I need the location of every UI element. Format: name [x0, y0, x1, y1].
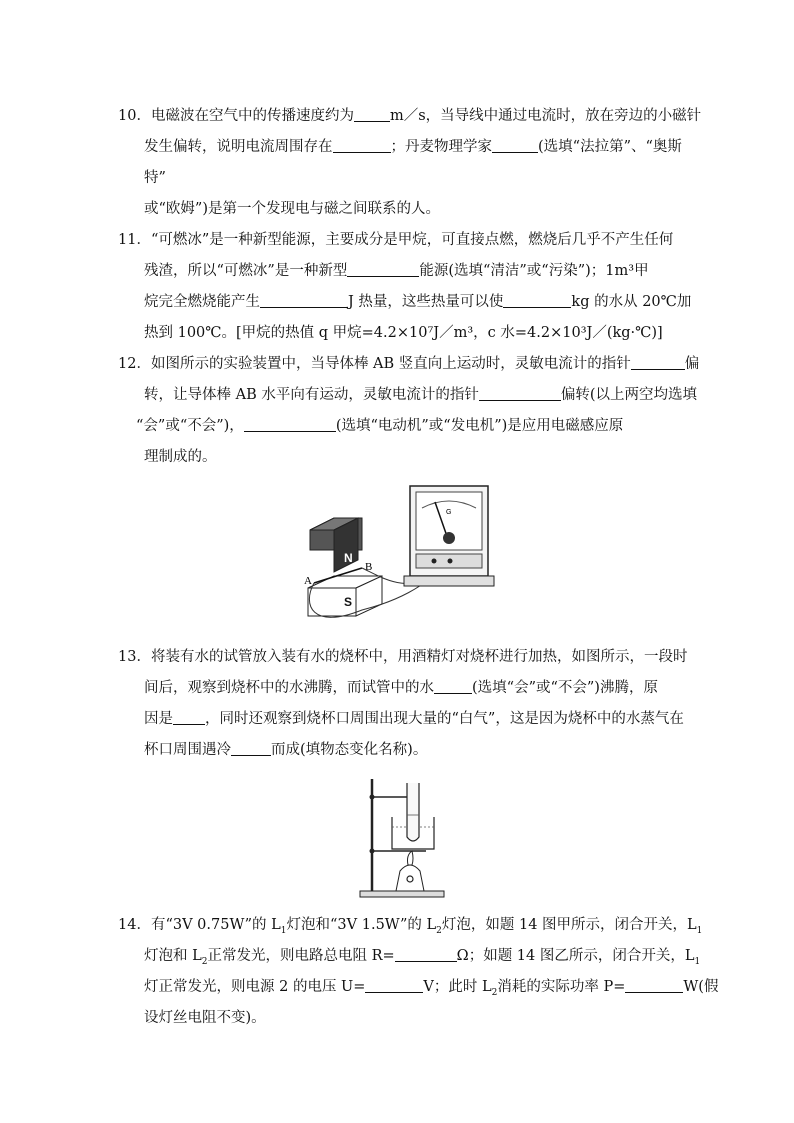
q14-line4: 设灯丝电阻不变)。 [144, 1010, 266, 1026]
svg-text:G: G [446, 509, 452, 516]
svg-text:B: B [365, 561, 373, 573]
q11-line1: 11．“可燃冰”是一种新型能源，主要成分是甲烷，可直接点燃，燃烧后几乎不产生任何 [118, 232, 674, 248]
alcohol-lamp [396, 851, 424, 891]
q11-number: 11． [118, 232, 151, 248]
q12-blank-2 [479, 386, 561, 401]
q10-blank-field [333, 138, 391, 153]
q13-figure-beaker-test-tube [356, 775, 448, 900]
q13-line3: 因是 ，同时还观察到烧杯口周围出现大量的“白气”，这是因为烧杯中的水蒸气在 [144, 711, 684, 727]
q10-line2: 发生偏转，说明电流周围存在 ；丹麦物理学家 (选填“法拉第”、“奥斯 [144, 139, 682, 155]
q13-line2: 间后，观察到烧杯中的水沸腾，而试管中的水 (选填“会”或“不会”)沸腾，原 [144, 680, 658, 696]
q14-number: 14． [118, 917, 151, 933]
q12-figure-electromagnetic-induction [292, 480, 512, 630]
q11-line3: 烷完全燃烧能产生 J 热量，这些热量可以使 kg 的水从 20℃加 [144, 294, 692, 310]
q12-blank-1 [631, 355, 685, 370]
q13-line1: 13．将装有水的试管放入装有水的烧杯中，用酒精灯对烧杯进行加热，如图所示，一段时 [118, 649, 688, 665]
q14-blank-voltage [365, 978, 423, 993]
q10-blank-speed [354, 107, 390, 122]
svg-text:N: N [344, 551, 353, 565]
q11-line2: 残渣，所以“可燃冰”是一种新型 能源(选填“清洁”或“污染”)；1m³甲 [144, 263, 649, 279]
q12-line4: 理制成的。 [144, 449, 217, 465]
q13-blank-boil [434, 679, 472, 694]
q10-line3: 特” [144, 170, 166, 186]
q11-line4: 热到 100℃。[甲烷的热值 q 甲烷=4.2×10⁷J／m³，c 水=4.2×10³J／(kg·℃)] [144, 325, 663, 341]
q11-blank-mass [503, 293, 571, 308]
q11-blank-heat [260, 293, 348, 308]
q14-line1: 14．有“3V 0.75W”的 $L_1$灯泡和“3V 1.5W”的 $L_2$灯泡，如题 14 图甲所示，闭合开关，$L_1$ [118, 917, 703, 936]
q12-blank-3 [244, 417, 336, 432]
q11-blank-energy [347, 262, 419, 277]
q13-blank-reason [173, 710, 205, 725]
q12-line2: 转，让导体棒 AB 水平向有运动，灵敏电流计的指针 偏转(以上两空均选填 [144, 387, 697, 403]
q10-number: 10． [118, 108, 151, 124]
q10-line1: 10．电磁波在空气中的传播速度约为 m／s，当导线中通过电流时，放在旁边的小磁针 [118, 108, 702, 124]
svg-text:A: A [304, 575, 312, 587]
q10-blank-scientist [492, 138, 538, 153]
magnet-n-pole [310, 518, 362, 572]
q14-line3: 灯正常发光，则电源 2 的电压 U= V；此时 $L_2$消耗的实际功率 P= W(假 [144, 979, 719, 998]
q14-blank-power [625, 978, 683, 993]
q14-line2: 灯泡和 $L_2$正常发光，则电路总电阻 R= Ω；如题 14 图乙所示，闭合开关，$L_1$ [144, 948, 701, 967]
q12-number: 12． [118, 356, 151, 372]
stand-base [360, 891, 444, 897]
q10-line4: 或“欧姆”)是第一个发现电与磁之间联系的人。 [144, 201, 440, 217]
q13-line4: 杯口周围遇冷 而成(填物态变化名称)。 [144, 742, 428, 758]
galvanometer [404, 486, 494, 586]
svg-text:S: S [344, 595, 353, 609]
test-tube [407, 783, 419, 841]
q12-line3: “会”或“不会”)， (选填“电动机”或“发电机”)是应用电磁感应原 [136, 418, 624, 434]
q13-blank-change [231, 741, 271, 756]
q14-blank-resistance [395, 947, 457, 962]
q12-line1: 12．如图所示的实验装置中，当导体棒 AB 竖直向上运动时，灵敏电流计的指针 偏 [118, 356, 700, 372]
q13-number: 13． [118, 649, 151, 665]
